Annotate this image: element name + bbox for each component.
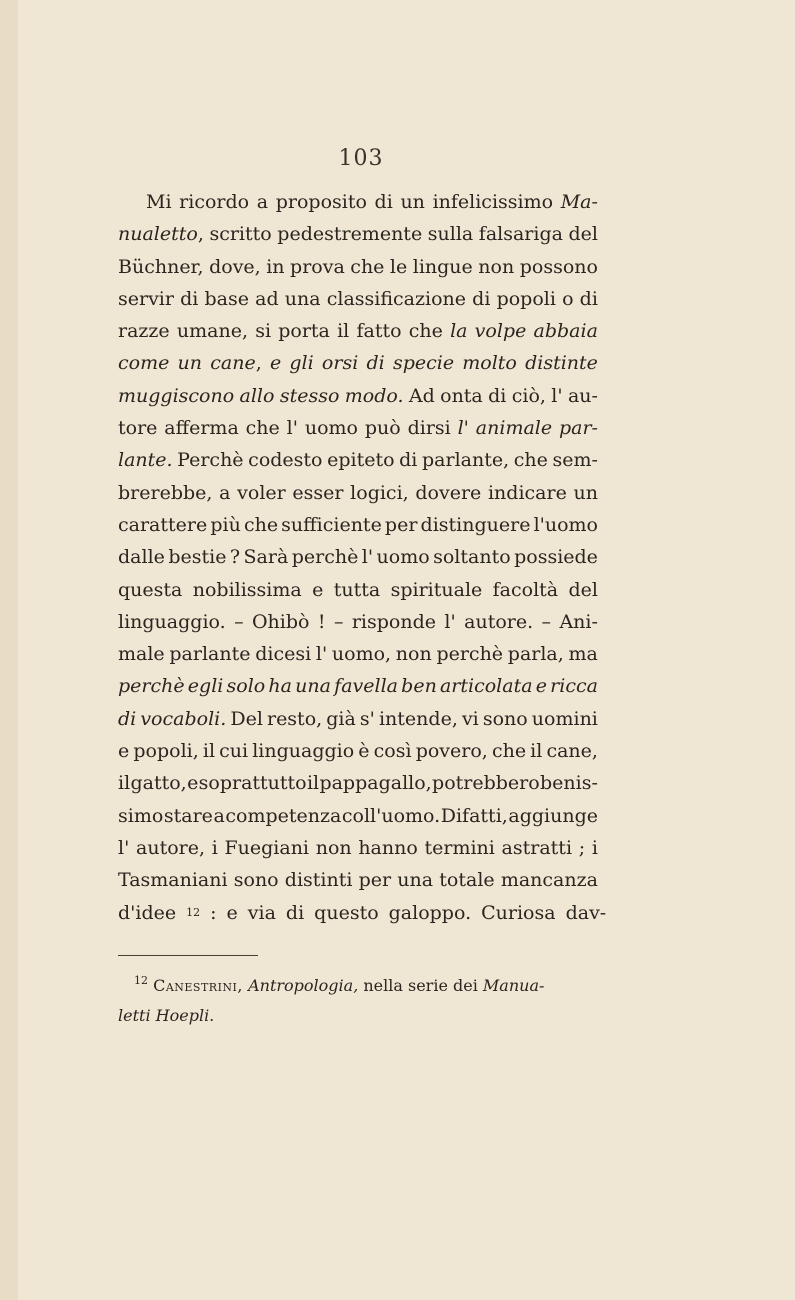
word: uomo, bbox=[331, 643, 392, 666]
word: base bbox=[204, 287, 250, 310]
text-line bbox=[118, 767, 598, 799]
word: per bbox=[358, 869, 392, 892]
word: non bbox=[395, 643, 432, 666]
word: ; bbox=[578, 836, 586, 859]
word: uomini bbox=[531, 707, 598, 730]
word: au- bbox=[567, 384, 598, 407]
word: tore bbox=[118, 417, 158, 440]
word: la bbox=[450, 320, 468, 343]
word: l'uomo bbox=[533, 513, 598, 536]
word: solo bbox=[226, 675, 266, 698]
word: via bbox=[247, 901, 276, 924]
word: di bbox=[472, 287, 491, 310]
word: classificazione bbox=[326, 287, 467, 310]
word: parlante, bbox=[422, 449, 510, 472]
word: di bbox=[180, 287, 199, 310]
word: che bbox=[350, 255, 385, 278]
word: come bbox=[118, 352, 170, 375]
word: dav- bbox=[565, 901, 607, 924]
word: popoli bbox=[496, 287, 556, 310]
word: i bbox=[591, 836, 598, 859]
word: esser bbox=[292, 481, 344, 504]
word: Sarà bbox=[243, 546, 289, 569]
word: parlante bbox=[169, 643, 251, 666]
word bbox=[186, 897, 200, 929]
word: le bbox=[389, 255, 408, 278]
word: logici, bbox=[350, 481, 409, 504]
word: e bbox=[535, 675, 547, 698]
text-line bbox=[118, 638, 598, 670]
word: gatto, bbox=[130, 772, 187, 795]
word: dove, bbox=[209, 255, 261, 278]
text-line bbox=[118, 509, 598, 541]
word: Del bbox=[230, 707, 263, 730]
word: di bbox=[399, 449, 418, 472]
word: male bbox=[118, 643, 165, 666]
word: e bbox=[187, 772, 199, 795]
word: Ad bbox=[408, 384, 435, 407]
word: sufficiente bbox=[281, 513, 382, 536]
word: prova bbox=[290, 255, 345, 278]
footnote bbox=[118, 966, 598, 1031]
word: modo. bbox=[344, 384, 404, 407]
word: autore. bbox=[464, 610, 534, 633]
word: non bbox=[478, 255, 515, 278]
word: afferma bbox=[164, 417, 239, 440]
word: porta bbox=[278, 320, 330, 343]
word: l' bbox=[361, 546, 374, 569]
word: soltanto bbox=[433, 546, 511, 569]
word: articolata bbox=[439, 675, 533, 698]
word: è bbox=[358, 740, 370, 763]
word: codesto bbox=[248, 449, 323, 472]
footnote-title: Antropologia, bbox=[248, 976, 359, 995]
word: stesso bbox=[279, 384, 340, 407]
word: che bbox=[243, 513, 279, 536]
word: ma bbox=[568, 643, 598, 666]
word: pappagallo, bbox=[319, 772, 432, 795]
word: allo bbox=[239, 384, 275, 407]
word: e bbox=[118, 740, 130, 763]
word: uomo bbox=[304, 417, 358, 440]
word: aggiunge bbox=[508, 804, 598, 827]
word: muggiscono bbox=[118, 384, 235, 407]
word: nualetto, bbox=[118, 223, 204, 246]
word: fatto bbox=[356, 320, 402, 343]
footnote-series: Manua- bbox=[482, 976, 545, 995]
word: del bbox=[568, 223, 598, 246]
word: dalle bbox=[118, 546, 165, 569]
word: linguaggio bbox=[252, 740, 355, 763]
word: facoltà bbox=[492, 578, 559, 601]
word: risponde bbox=[351, 610, 436, 633]
word: cui bbox=[219, 740, 249, 763]
word: parla, bbox=[507, 643, 564, 666]
text-line bbox=[118, 541, 598, 573]
word: i bbox=[211, 836, 218, 859]
word: del bbox=[568, 578, 598, 601]
text-line bbox=[118, 477, 598, 509]
word: ha bbox=[268, 675, 292, 698]
word: questa bbox=[118, 578, 183, 601]
text-line bbox=[118, 735, 598, 767]
word: dirsi bbox=[407, 417, 451, 440]
word: competenza bbox=[225, 804, 342, 827]
word: cane, bbox=[546, 740, 598, 763]
word: Ani- bbox=[559, 610, 598, 633]
word: termini bbox=[424, 836, 495, 859]
word: più bbox=[210, 513, 241, 536]
text-line bbox=[118, 897, 607, 929]
word: dovere bbox=[415, 481, 482, 504]
word: indicare bbox=[487, 481, 567, 504]
word: Perchè bbox=[177, 449, 244, 472]
word: astratti bbox=[501, 836, 573, 859]
word: il bbox=[530, 740, 543, 763]
word: si bbox=[255, 320, 272, 343]
word: questo bbox=[314, 901, 379, 924]
word: il bbox=[118, 772, 131, 795]
word: l' bbox=[286, 417, 298, 440]
word: uomo bbox=[376, 546, 430, 569]
word: stare bbox=[163, 804, 213, 827]
word: servir bbox=[118, 287, 174, 310]
word: un bbox=[177, 352, 203, 375]
word: sono bbox=[482, 707, 528, 730]
word: – bbox=[234, 610, 244, 633]
text-line bbox=[118, 832, 598, 864]
word: a bbox=[256, 191, 269, 213]
word: proposito bbox=[275, 191, 367, 213]
text-line bbox=[118, 186, 598, 218]
word: brerebbe, bbox=[118, 481, 213, 504]
word: Ohibò bbox=[251, 610, 310, 633]
word: mancanza bbox=[500, 869, 598, 892]
word: epiteto bbox=[327, 449, 395, 472]
word: tutta bbox=[333, 578, 381, 601]
word: nobilissima bbox=[192, 578, 302, 601]
word: di bbox=[374, 191, 393, 213]
word: ? bbox=[229, 546, 241, 569]
word: una bbox=[284, 287, 321, 310]
word: autore, bbox=[136, 836, 206, 859]
word: animale bbox=[475, 417, 553, 440]
word: di bbox=[118, 707, 137, 730]
word: dicesi bbox=[255, 643, 312, 666]
word: ricca bbox=[550, 675, 598, 698]
footnote-line: letti Hoepli. bbox=[118, 1006, 215, 1025]
word: razze bbox=[118, 320, 170, 343]
word: cane, bbox=[210, 352, 262, 375]
page-edge bbox=[0, 0, 18, 1300]
word: potrebbero bbox=[432, 772, 540, 795]
text-line bbox=[118, 347, 598, 379]
word: in bbox=[266, 255, 285, 278]
word: favella bbox=[334, 675, 398, 698]
word: – bbox=[541, 610, 552, 633]
word: così bbox=[373, 740, 412, 763]
word: di bbox=[285, 901, 305, 924]
word: ad bbox=[255, 287, 279, 310]
word: perchè bbox=[436, 643, 504, 666]
word: l' bbox=[315, 643, 328, 666]
word: Ma- bbox=[560, 191, 598, 213]
word: che bbox=[491, 740, 527, 763]
footnote-divider bbox=[118, 955, 258, 956]
word: volpe bbox=[474, 320, 527, 343]
word: coll'uomo. bbox=[341, 804, 441, 827]
word: Mi bbox=[146, 191, 172, 213]
word: sem- bbox=[552, 449, 598, 472]
word: benis- bbox=[540, 772, 598, 795]
word: lante. bbox=[118, 449, 173, 472]
main-paragraph bbox=[118, 186, 607, 929]
word: un bbox=[573, 481, 598, 504]
word: umane, bbox=[176, 320, 248, 343]
word: resto, bbox=[266, 707, 323, 730]
word: non bbox=[315, 836, 352, 859]
word: ricordo bbox=[179, 191, 250, 213]
word: vocaboli. bbox=[140, 707, 227, 730]
word: hanno bbox=[358, 836, 418, 859]
word: totale bbox=[439, 869, 495, 892]
word: – bbox=[333, 610, 344, 633]
text-line bbox=[118, 800, 598, 832]
word: Difatti, bbox=[440, 804, 508, 827]
text-line bbox=[118, 864, 598, 896]
word: una bbox=[295, 675, 331, 698]
word: spirituale bbox=[390, 578, 483, 601]
word: falsariga bbox=[478, 223, 563, 246]
word: distinti bbox=[284, 869, 353, 892]
word: perchè bbox=[291, 546, 359, 569]
word: Tasmaniani bbox=[118, 869, 228, 892]
word: galoppo. bbox=[388, 901, 472, 924]
word: e bbox=[269, 352, 282, 375]
word: può bbox=[364, 417, 401, 440]
word: Fuegiani bbox=[224, 836, 310, 859]
word: ben bbox=[401, 675, 437, 698]
text-line bbox=[118, 444, 598, 476]
footnote-text: nella serie dei bbox=[358, 976, 483, 995]
word: che bbox=[245, 417, 280, 440]
word: vi bbox=[461, 707, 479, 730]
text-line bbox=[118, 315, 598, 347]
word: soprattutto bbox=[198, 772, 307, 795]
word: già bbox=[326, 707, 356, 730]
word: una bbox=[397, 869, 434, 892]
word: il bbox=[337, 320, 350, 343]
word: sono bbox=[233, 869, 279, 892]
word: egli bbox=[187, 675, 224, 698]
word: il bbox=[306, 772, 320, 795]
word: possono bbox=[519, 255, 598, 278]
word: onta bbox=[440, 384, 483, 407]
word: distinguere bbox=[420, 513, 531, 536]
word: l' bbox=[551, 384, 563, 407]
word: specie bbox=[392, 352, 455, 375]
text-line bbox=[118, 670, 598, 702]
word: distinte bbox=[525, 352, 598, 375]
word: orsi bbox=[321, 352, 359, 375]
word: l' bbox=[457, 417, 469, 440]
word: di bbox=[579, 287, 598, 310]
word: intende, bbox=[378, 707, 458, 730]
word: possiede bbox=[514, 546, 598, 569]
word: s' bbox=[359, 707, 375, 730]
word: a bbox=[213, 804, 225, 827]
word: il bbox=[202, 740, 216, 763]
word: che bbox=[408, 320, 443, 343]
word: : bbox=[210, 901, 217, 924]
text-line bbox=[118, 218, 598, 250]
word: povero, bbox=[415, 740, 488, 763]
page-number: 103 bbox=[338, 146, 384, 171]
footnote-reference: 12 bbox=[186, 905, 201, 919]
footnote-marker: 12 bbox=[134, 974, 148, 987]
word: simo bbox=[118, 804, 164, 827]
text-line bbox=[118, 703, 598, 735]
word: o bbox=[562, 287, 574, 310]
word: pedestremente bbox=[277, 223, 423, 246]
word: abbaia bbox=[533, 320, 598, 343]
text-line bbox=[118, 412, 598, 444]
text-line bbox=[118, 574, 598, 606]
word: lingue bbox=[412, 255, 473, 278]
word: Curiosa bbox=[481, 901, 556, 924]
word: per bbox=[384, 513, 418, 536]
word: di bbox=[366, 352, 385, 375]
word: gli bbox=[289, 352, 314, 375]
text-line bbox=[118, 606, 598, 638]
word: sulla bbox=[427, 223, 474, 246]
word: Büchner, bbox=[118, 255, 204, 278]
word: scritto bbox=[209, 223, 272, 246]
footnote-author: Canestrini, bbox=[153, 976, 243, 995]
word: par- bbox=[558, 417, 598, 440]
word: ! bbox=[317, 610, 326, 633]
word: carattere bbox=[118, 513, 208, 536]
word: di bbox=[488, 384, 507, 407]
footnote-line bbox=[118, 966, 598, 1001]
word: un bbox=[400, 191, 425, 213]
word: perchè bbox=[118, 675, 185, 698]
word: che bbox=[513, 449, 548, 472]
word: popoli, bbox=[133, 740, 199, 763]
text-line bbox=[118, 251, 598, 283]
word: ciò, bbox=[511, 384, 546, 407]
word: molto bbox=[462, 352, 517, 375]
word: d'idee bbox=[118, 901, 177, 924]
word: e bbox=[312, 578, 324, 601]
text-line bbox=[118, 380, 598, 412]
word: e bbox=[226, 901, 238, 924]
text-line bbox=[118, 283, 598, 315]
word: infelicissimo bbox=[432, 191, 554, 213]
word: bestie bbox=[168, 546, 227, 569]
word: l' bbox=[444, 610, 456, 633]
word: l' bbox=[118, 836, 130, 859]
word: voler bbox=[237, 481, 286, 504]
word: linguaggio. bbox=[118, 610, 226, 633]
word: a bbox=[219, 481, 231, 504]
